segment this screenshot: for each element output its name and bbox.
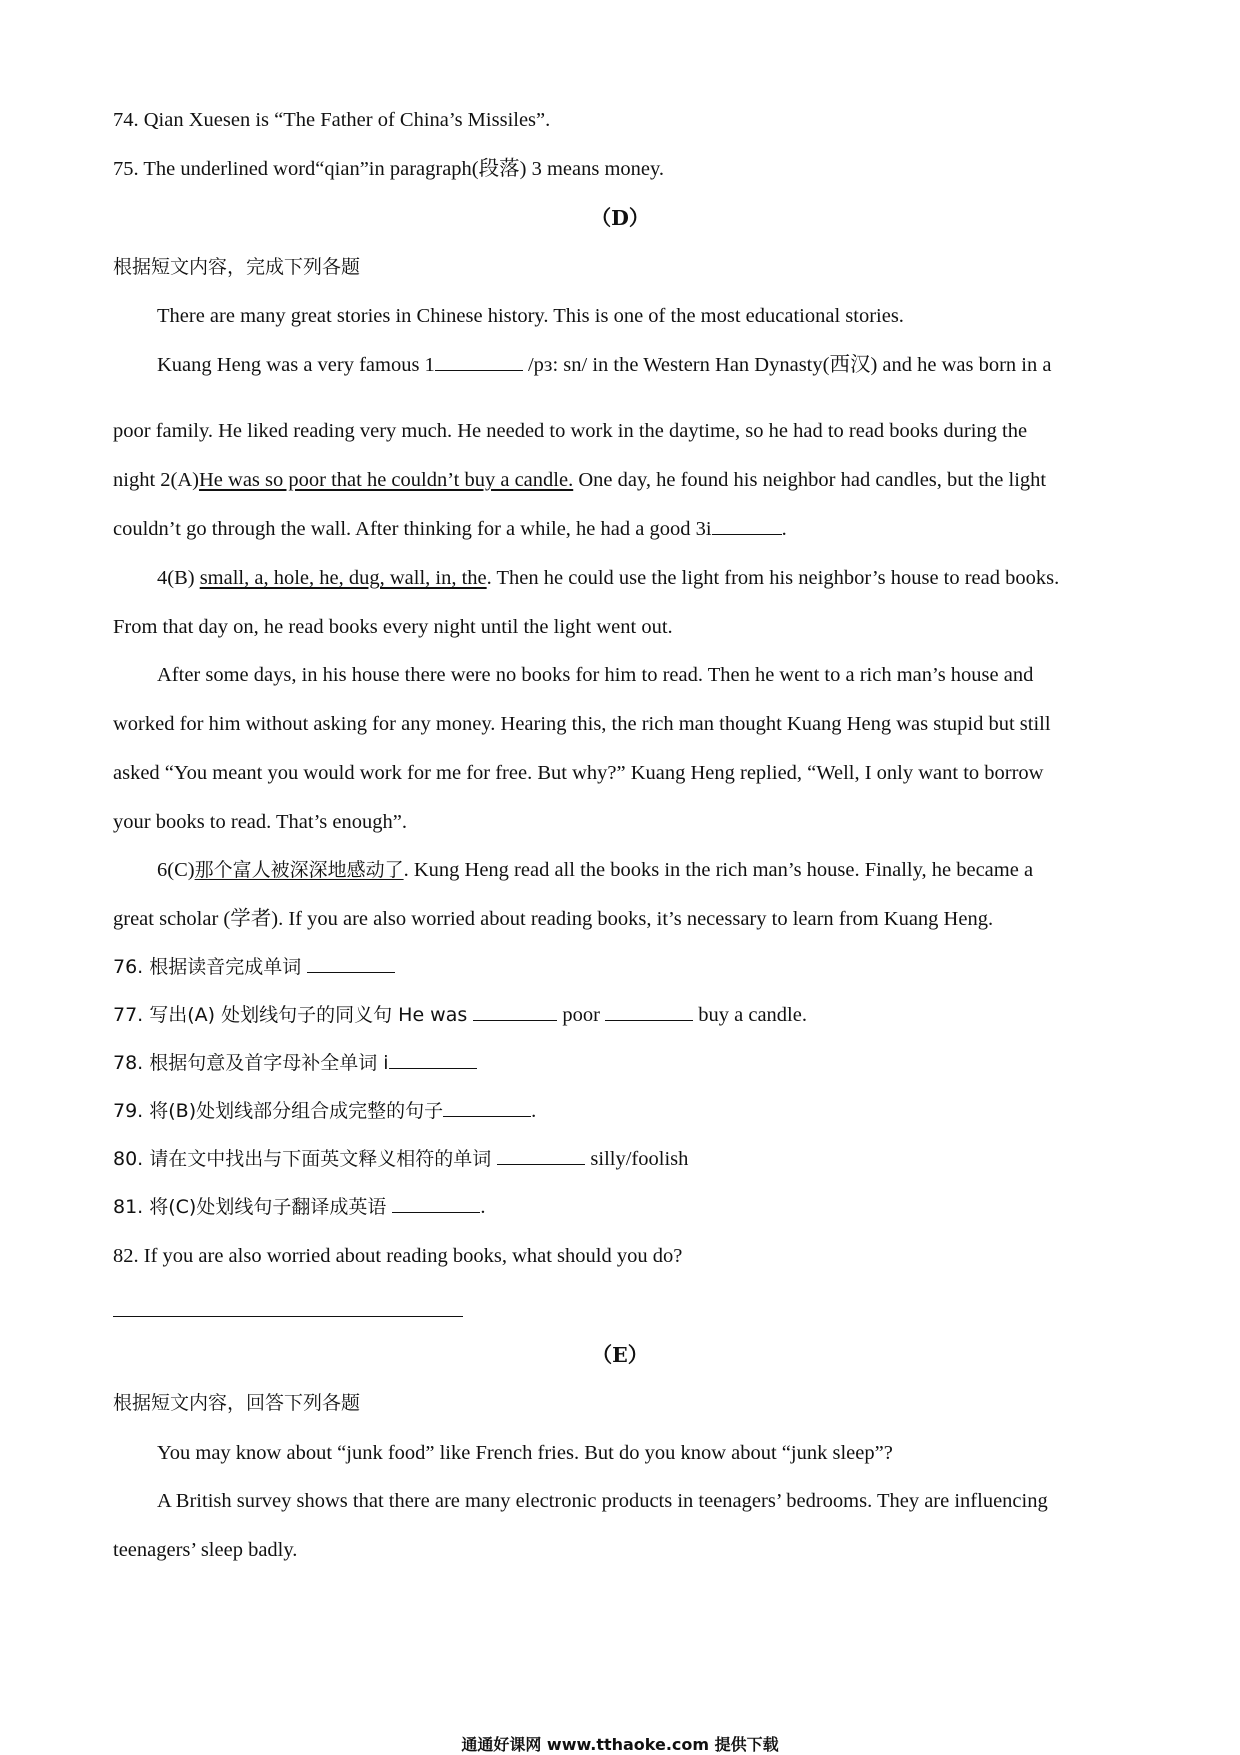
question-text: 79. 将(B)处划线部分组合成完整的句子 bbox=[113, 1100, 444, 1122]
underlined-words-b: small, a, hole, he, dug, wall, in, the bbox=[199, 567, 487, 589]
answer-blank[interactable] bbox=[392, 1211, 480, 1213]
section-d-heading: （D） bbox=[590, 206, 650, 230]
question-81 bbox=[113, 1197, 486, 1218]
passage-d-line bbox=[157, 568, 1059, 589]
question-text: 76. 根据读音完成单词 bbox=[113, 956, 308, 978]
blank-1 bbox=[435, 369, 523, 371]
passage-d-line bbox=[113, 519, 787, 540]
passage-text: . Then he could use the light from his neighbor’s house to read books. bbox=[486, 567, 1060, 589]
section-e-instruction: 根据短文内容，回答下列各题 bbox=[113, 1392, 361, 1414]
underlined-sentence-a: He was so poor that he couldn’t buy a candle. bbox=[198, 469, 574, 491]
answer-blank[interactable] bbox=[443, 1115, 531, 1117]
passage-d-line bbox=[157, 355, 1051, 376]
passage-d-line: asked “You meant you would work for me for free. But why?” Kuang Heng replied, “Well, I only want to borrow bbox=[113, 762, 1044, 784]
passage-d-line: worked for him without asking for any money. Hearing this, the rich man thought Kuang Heng was stupid but still bbox=[113, 713, 1051, 735]
passage-text: 4(B) bbox=[157, 567, 200, 589]
question-75: 75. The underlined word“qian”in paragraph(段落) 3 means money. bbox=[113, 158, 665, 180]
question-text: 81. 将(C)处划线句子翻译成英语 bbox=[113, 1196, 393, 1218]
blank-3 bbox=[712, 533, 782, 535]
passage-d-line: There are many great stories in Chinese history. This is one of the most educational stories. bbox=[157, 305, 904, 327]
passage-text: Kuang Heng was a very famous 1 bbox=[157, 354, 435, 376]
question-82: 82. If you are also worried about reading books, what should you do? bbox=[113, 1245, 683, 1267]
question-text: . bbox=[480, 1196, 486, 1218]
question-text: 80. 请在文中找出与下面英文释义相符的单词 bbox=[113, 1148, 498, 1170]
passage-text: . bbox=[781, 518, 787, 540]
passage-e-line: You may know about “junk food” like French fries. But do you know about “junk sleep”? bbox=[157, 1442, 893, 1464]
question-79 bbox=[113, 1101, 536, 1122]
answer-blank[interactable] bbox=[473, 1019, 557, 1021]
underlined-sentence-c: 那个富人被深深地感动了 bbox=[194, 859, 404, 881]
answer-blank[interactable] bbox=[307, 971, 395, 973]
passage-text: /pɜ: sn/ in the Western Han Dynasty(西汉) and he was born in a bbox=[522, 354, 1052, 376]
question-76 bbox=[113, 957, 395, 978]
passage-text: night 2(A) bbox=[113, 469, 199, 491]
answer-blank[interactable] bbox=[497, 1163, 585, 1165]
question-text: silly/foolish bbox=[585, 1148, 689, 1170]
section-e-heading: （E） bbox=[591, 1343, 649, 1367]
passage-d-line bbox=[157, 860, 1033, 881]
answer-line-82[interactable] bbox=[113, 1316, 463, 1317]
passage-d-line: poor family. He liked reading very much. He needed to work in the daytime, so he had to read books during the bbox=[113, 420, 1028, 442]
passage-d-line: From that day on, he read books every night until the light went out. bbox=[113, 616, 673, 638]
passage-d-line bbox=[113, 470, 1046, 491]
question-80 bbox=[113, 1149, 688, 1170]
passage-e-line: teenagers’ sleep badly. bbox=[113, 1539, 298, 1561]
section-d-instruction: 根据短文内容，完成下列各题 bbox=[113, 256, 361, 278]
question-78 bbox=[113, 1053, 477, 1074]
passage-d-line: your books to read. That’s enough”. bbox=[113, 811, 407, 833]
passage-d-line: great scholar (学者). If you are also worried about reading books, it’s necessary to learn from Kuang Heng. bbox=[113, 908, 994, 930]
passage-text: . Kung Heng read all the books in the rich man’s house. Finally, he became a bbox=[403, 859, 1034, 881]
question-text: buy a candle. bbox=[693, 1004, 807, 1026]
passage-text: couldn’t go through the wall. After thinking for a while, he had a good 3i bbox=[113, 518, 712, 540]
question-text: 78. 根据句意及首字母补全单词 i bbox=[113, 1052, 389, 1074]
passage-e-line: A British survey shows that there are many electronic products in teenagers’ bedrooms. They are influencing bbox=[157, 1490, 1048, 1512]
question-text: . bbox=[531, 1100, 537, 1122]
passage-d-line: After some days, in his house there were no books for him to read. Then he went to a rich man’s house and bbox=[157, 664, 1034, 686]
passage-text: 6(C) bbox=[157, 859, 195, 881]
passage-text: One day, he found his neighbor had candles, but the light bbox=[573, 469, 1047, 491]
question-74: 74. Qian Xuesen is “The Father of China’s Missiles”. bbox=[113, 109, 551, 131]
question-text: poor bbox=[557, 1004, 606, 1026]
answer-blank[interactable] bbox=[389, 1067, 477, 1069]
question-text: 77. 写出(A) 处划线句子的同义句 He was bbox=[113, 1004, 474, 1026]
question-77 bbox=[113, 1005, 807, 1026]
answer-blank[interactable] bbox=[605, 1019, 693, 1021]
footer-watermark: 通通好课网 www.tthaoke.com 提供下载 bbox=[461, 1735, 779, 1754]
